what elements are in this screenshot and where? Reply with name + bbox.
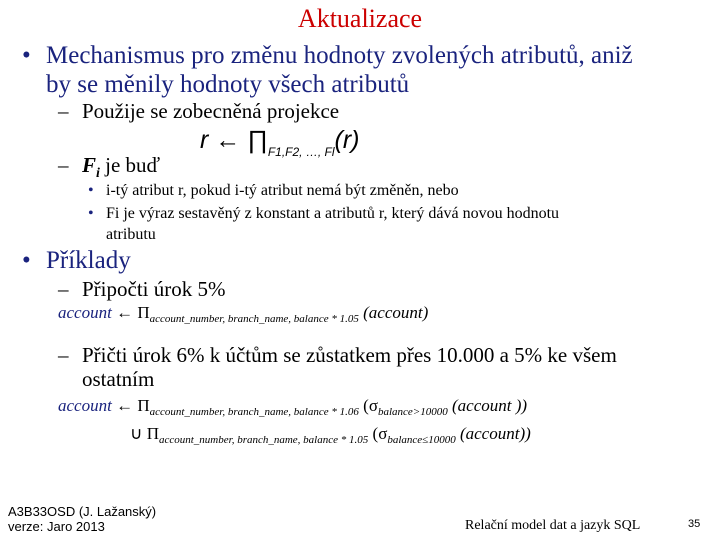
sub-bullet-2-line-2: atributu (106, 226, 156, 243)
bullet-1-line-1: Mechanismus pro změnu hodnoty zvolených atributů, aniž (46, 42, 633, 69)
fi-symbol: F (82, 153, 97, 177)
projection-formula (200, 126, 360, 159)
formula-pi: ∏ (247, 126, 268, 154)
sub-bullet-2-line-1: Fi je výraz sestavěný z konstant a atributů r, který dává novou hodnotu (106, 205, 560, 222)
formula-arrow: ← (215, 126, 241, 154)
formula-2 (58, 396, 527, 416)
f2-paren: ( (363, 396, 369, 415)
f1-pi: Π (137, 303, 150, 322)
dash-2-text (82, 153, 161, 181)
dash-1-text: Použije se zobecněná projekce (82, 99, 340, 123)
sub-bullet-1: i-tý atribut r, pokud i-tý atribut nemá být změněn, nebo (106, 182, 459, 199)
slide-title: Aktualizace (297, 4, 423, 33)
f1-arrow: ← (116, 303, 134, 322)
dash-4-line-1: Přičti úrok 6% k účtům se zůstatkem přes 10.000 a 5% ke všem (82, 343, 617, 367)
f2-lhs: account (58, 396, 112, 415)
f3-arg: (account)) (459, 424, 531, 443)
f2-subscript: account_number, branch_name, balance * 1.06 (149, 406, 359, 418)
dash-marker: – (58, 277, 69, 301)
bullet-2-text: Příklady (46, 247, 131, 274)
footer-author: A3B33OSD (J. Lažanský) (8, 504, 157, 519)
dash-marker: – (58, 343, 69, 367)
f2-condition: balance>10000 (377, 406, 448, 418)
bullet-marker: • (22, 247, 31, 274)
f3-sigma: σ (378, 424, 388, 443)
f1-subscript: account_number, branch_name, balance * 1.05 (149, 313, 359, 325)
bullet-1-line-2: by se měnily hodnoty všech atributů (46, 71, 410, 98)
f2-pi: Π (137, 396, 150, 415)
fi-subscript: i (96, 166, 100, 181)
dash-2-suffix: je buď (105, 153, 161, 177)
dash-4-line-2: ostatním (82, 367, 155, 391)
bullet-marker: • (22, 42, 31, 69)
f1-lhs: account (58, 303, 112, 322)
f3-subscript: account_number, branch_name, balance * 1.05 (158, 434, 369, 446)
dash-3-text: Připočti úrok 5% (82, 277, 226, 301)
f2-sigma: σ (368, 396, 378, 415)
footer-course: Relační model dat a jazyk SQL (465, 518, 641, 533)
f3-paren: ( (372, 424, 379, 443)
f3-condition: balance≤10000 (387, 434, 456, 446)
f3-pi: Π (146, 424, 159, 443)
dash-marker: – (58, 99, 69, 123)
footer-version: verze: Jaro 2013 (8, 519, 105, 534)
dash-marker: – (58, 153, 69, 177)
formula-r: r (200, 126, 209, 154)
f2-arrow: ← (116, 396, 134, 415)
f3-union: ∪ (130, 424, 143, 443)
formula-1 (58, 303, 428, 323)
bullet-marker: • (88, 205, 94, 222)
bullet-marker: • (88, 182, 94, 199)
formula-arg: (r) (334, 126, 360, 154)
page-number: 35 (688, 518, 701, 530)
f1-arg: (account) (363, 303, 429, 322)
formula-3 (130, 424, 531, 444)
formula-subscript: F1,F2, …, Fl (267, 145, 335, 159)
f2-arg: (account )) (451, 396, 528, 415)
